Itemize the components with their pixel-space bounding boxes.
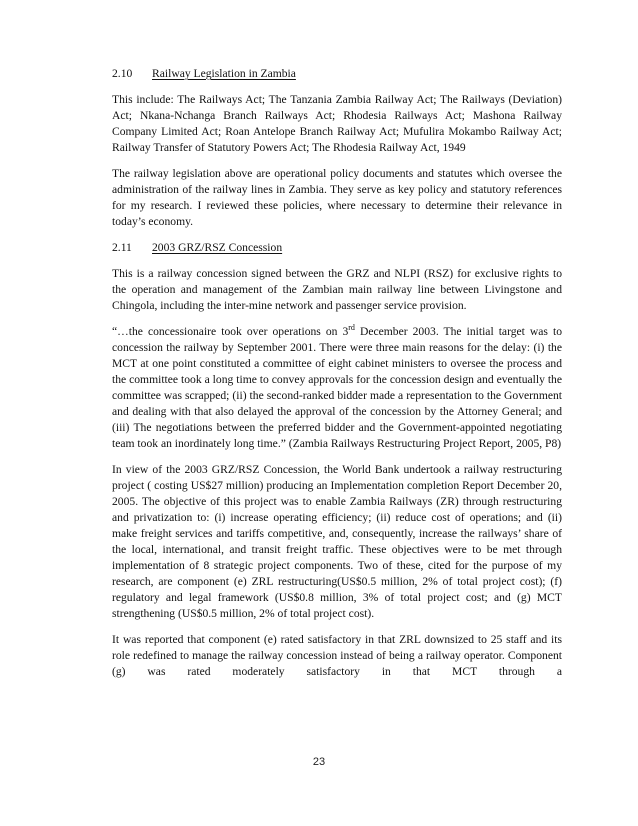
quote-text-rest: December 2003. The initial target was to concession the railway by September 2001. There were three main reasons for the delay: (i) the MCT at one point constituted a committee of eight cabinet ministers to oversee the process and the committee took a long time to convey approvals for the concession design and eventually the committee was scrapped; (ii) the second-ranked bidder made a representation to the Government and dealing with that also delayed the approval of the concession by the Attorney General; and (iii) The negotiations between the preferred bidder and the Government-appointed negotiating team took an inordinately long time.” (Zambia Railways Restructuring Project Report, 2005, P8) (112, 325, 562, 450)
section-heading-2-10 (112, 66, 562, 82)
section-heading-2-11 (112, 240, 562, 256)
quote-paragraph (112, 324, 562, 452)
paragraph-world-bank-project: In view of the 2003 GRZ/RSZ Concession, the World Bank undertook a railway restructuring project ( costing US$27 million) producing an Implementation completion Report December 20, 2005. The objective of this project was to enable Zambia Railways (ZR) through restructuring and privatization to: (i) increase operating efficiency; (ii) reduce cost of operations; and (ii) make freight services and tariffs competitive, and, consequently, increase the railways’ share of the local, international, and transit freight traffic. These objectives were to be met through implementation of 8 strategic project components. Two of these, cited for the purpose of my research, are component (e) ZRL restructuring(US$0.5 million, 2% of total project cost); (f) regulatory and legal framework (US$0.8 million, 3% of total project cost; and (g) MCT strengthening (US$0.5 million, 2% of total project cost). (112, 463, 562, 620)
section-title: Railway Legislation in Zambia (152, 67, 296, 80)
page-number: 23 (312, 756, 326, 768)
paragraph-component-rating: It was reported that component (e) rated satisfactory in that ZRL downsized to 25 staff and its role redefined to manage the railway concession instead of being a railway operator. Component (g) was rated moderately satisfactory in that MCT through a (112, 633, 562, 678)
paragraph-legislation-list: This include: The Railways Act; The Tanzania Zambia Railway Act; The Railways (Deviation) Act; Nkana-Nchanga Branch Railways Act; Rhodesia Railways Act; Mashona Railway Company Limited Act; Roan Antelope Branch Railway Act; Mufulira Mokambo Railway Act; Railway Transfer of Statutory Powers Act; The Rhodesia Railway Act, 1949 (112, 93, 562, 154)
section-title: 2003 GRZ/RSZ Concession (152, 241, 283, 254)
document-page (112, 66, 562, 690)
paragraph-concession-description: This is a railway concession signed between the GRZ and NLPI (RSZ) for exclusive rights to the operation and management of the Zambian main railway line between Livingstone and Chingola, including the inter-mine network and passenger service provision. (112, 267, 562, 312)
paragraph-legislation-purpose: The railway legislation above are operational policy documents and statutes which oversee the administration of the railway lines in Zambia. They serve as key policy and statutory references for my research. I reviewed these policies, where necessary to determine their relevance in today’s economy. (112, 167, 562, 228)
ordinal-superscript: rd (348, 323, 355, 332)
section-number: 2.11 (112, 241, 132, 254)
quote-text-start: “…the concessionaire took over operations on 3 (112, 325, 349, 338)
section-number: 2.10 (112, 67, 133, 80)
